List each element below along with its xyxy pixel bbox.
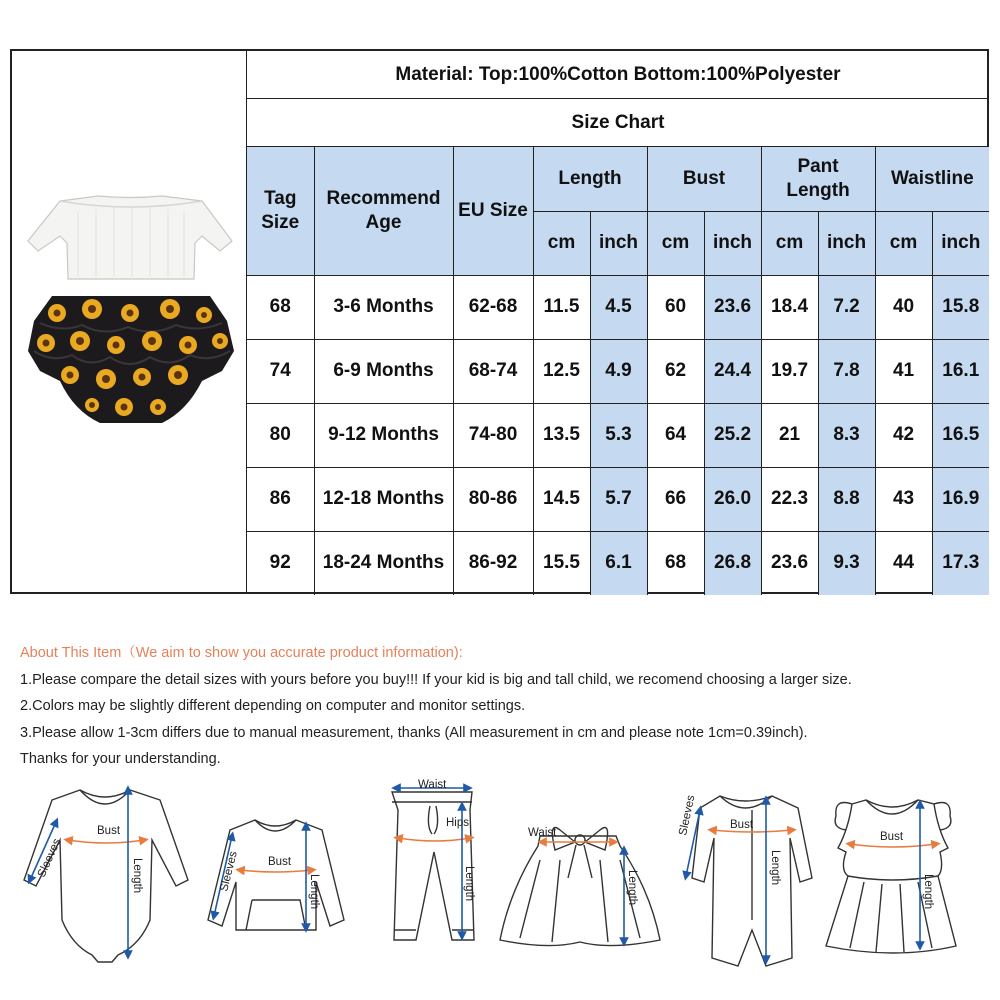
label-waist: Waist	[528, 827, 557, 839]
cell-bust-cm: 60	[647, 275, 704, 339]
label-waist: Waist	[418, 779, 447, 791]
note-line-4: Thanks for your understanding.	[20, 751, 221, 767]
dress-diagram	[826, 800, 956, 953]
header-cm: cm	[761, 211, 818, 275]
size-chart	[10, 49, 989, 594]
label-sleeves: Sleeves	[677, 794, 698, 837]
note-line-2: 2.Colors may be slightly different depending on computer and monitor settings.	[20, 698, 526, 714]
table-row	[247, 339, 989, 403]
material-row	[247, 51, 989, 99]
cell-bust-cm: 66	[647, 467, 704, 531]
cell-eu: 74-80	[453, 403, 533, 467]
bust-arrow	[68, 840, 144, 843]
cell-tag: 92	[247, 531, 314, 595]
cell-age: 6-9 Months	[314, 339, 453, 403]
size-chart-title: Size Chart	[571, 111, 665, 133]
label-length: Length	[131, 858, 143, 894]
size-chart-title-row	[247, 99, 989, 147]
cell-waist-inch: 16.5	[932, 403, 989, 467]
cell-pant-cm: 22.3	[761, 467, 818, 531]
cell-age: 3-6 Months	[314, 275, 453, 339]
cell-waist-inch: 16.1	[932, 339, 989, 403]
cell-pant-inch: 9.3	[818, 531, 875, 595]
label-hips: Hips	[446, 817, 470, 829]
cell-eu: 80-86	[453, 467, 533, 531]
cell-length-cm: 14.5	[533, 467, 590, 531]
cell-bust-inch: 26.8	[704, 531, 761, 595]
header-cm: cm	[647, 211, 704, 275]
cell-length-inch: 5.3	[590, 403, 647, 467]
cell-waist-cm: 41	[875, 339, 932, 403]
cell-eu: 86-92	[453, 531, 533, 595]
cell-tag: 86	[247, 467, 314, 531]
bodysuit-diagram	[24, 790, 188, 962]
cell-length-cm: 11.5	[533, 275, 590, 339]
note-line-1: 1.Please compare the detail sizes with yours before you buy!!! If your kid is big and tall child, we recomend choosing a larger size.	[20, 671, 852, 688]
material-text: Material: Top:100%Cotton Bottom:100%Polyester	[395, 63, 841, 85]
cell-tag: 68	[247, 275, 314, 339]
sunflower-bloomers-image	[28, 296, 234, 423]
label-length: Length	[308, 874, 320, 910]
header-recommend-age: Recommend Age	[314, 147, 453, 275]
cell-age: 12-18 Months	[314, 467, 453, 531]
hips-arrow	[398, 838, 470, 841]
cell-eu: 62-68	[453, 275, 533, 339]
cell-length-inch: 4.9	[590, 339, 647, 403]
cell-bust-cm: 64	[647, 403, 704, 467]
product-photo	[12, 51, 247, 592]
cell-bust-inch: 25.2	[704, 403, 761, 467]
header-bust: Bust	[647, 147, 761, 211]
label-length: Length	[626, 870, 638, 906]
cell-bust-cm: 62	[647, 339, 704, 403]
header-inch: inch	[590, 211, 647, 275]
label-length: Length	[922, 874, 934, 910]
cell-waist-cm: 40	[875, 275, 932, 339]
header-pant-length: Pant Length	[761, 147, 875, 211]
cell-bust-cm: 68	[647, 531, 704, 595]
cell-pant-cm: 23.6	[761, 531, 818, 595]
label-bust: Bust	[880, 831, 904, 843]
cell-length-cm: 15.5	[533, 531, 590, 595]
label-sleeves: Sleeves	[35, 836, 64, 880]
header-tag-size: Tag Size	[247, 147, 314, 275]
header-cm: cm	[875, 211, 932, 275]
cell-length-cm: 12.5	[533, 339, 590, 403]
cell-waist-cm: 43	[875, 467, 932, 531]
header-inch: inch	[932, 211, 989, 275]
cell-length-inch: 5.7	[590, 467, 647, 531]
cell-waist-inch: 17.3	[932, 531, 989, 595]
cell-age: 18-24 Months	[314, 531, 453, 595]
cell-waist-inch: 16.9	[932, 467, 989, 531]
header-length: Length	[533, 147, 647, 211]
cell-pant-cm: 18.4	[761, 275, 818, 339]
cell-eu: 68-74	[453, 339, 533, 403]
white-top-image	[28, 196, 232, 279]
cell-tag: 80	[247, 403, 314, 467]
cell-pant-inch: 8.8	[818, 467, 875, 531]
cell-waist-inch: 15.8	[932, 275, 989, 339]
about-heading: About This Item（We aim to show you accurate product information):	[20, 645, 463, 661]
cell-pant-inch: 7.8	[818, 339, 875, 403]
label-bust: Bust	[268, 856, 292, 868]
cell-tag: 74	[247, 339, 314, 403]
table-row	[247, 531, 989, 595]
label-length: Length	[769, 850, 781, 886]
label-sleeves: Sleeves	[218, 850, 240, 893]
cell-waist-cm: 44	[875, 531, 932, 595]
cell-pant-inch: 8.3	[818, 403, 875, 467]
cell-bust-inch: 24.4	[704, 339, 761, 403]
cell-bust-inch: 23.6	[704, 275, 761, 339]
bust-arrow	[240, 870, 312, 872]
cell-pant-cm: 21	[761, 403, 818, 467]
note-line-3: 3.Please allow 1-3cm differs due to manual measurement, thanks (All measurement in cm and please note 1cm=0.39inch).	[20, 724, 808, 741]
label-bust: Bust	[730, 819, 754, 831]
header-inch: inch	[704, 211, 761, 275]
bust-arrow	[850, 844, 936, 847]
cell-length-inch: 6.1	[590, 531, 647, 595]
header-eu-size: EU Size	[453, 147, 533, 275]
header-waistline: Waistline	[875, 147, 989, 211]
cell-length-cm: 13.5	[533, 403, 590, 467]
cell-pant-inch: 7.2	[818, 275, 875, 339]
table-row	[247, 275, 989, 339]
header-cm: cm	[533, 211, 590, 275]
header-inch: inch	[818, 211, 875, 275]
size-table	[247, 147, 989, 595]
cell-pant-cm: 19.7	[761, 339, 818, 403]
measurement-diagrams	[0, 770, 1000, 1000]
cell-age: 9-12 Months	[314, 403, 453, 467]
about-notes	[20, 640, 990, 773]
cell-bust-inch: 26.0	[704, 467, 761, 531]
label-length: Length	[463, 866, 475, 902]
label-bust: Bust	[97, 825, 121, 837]
cell-waist-cm: 42	[875, 403, 932, 467]
cell-length-inch: 4.5	[590, 275, 647, 339]
table-row	[247, 467, 989, 531]
table-row	[247, 403, 989, 467]
